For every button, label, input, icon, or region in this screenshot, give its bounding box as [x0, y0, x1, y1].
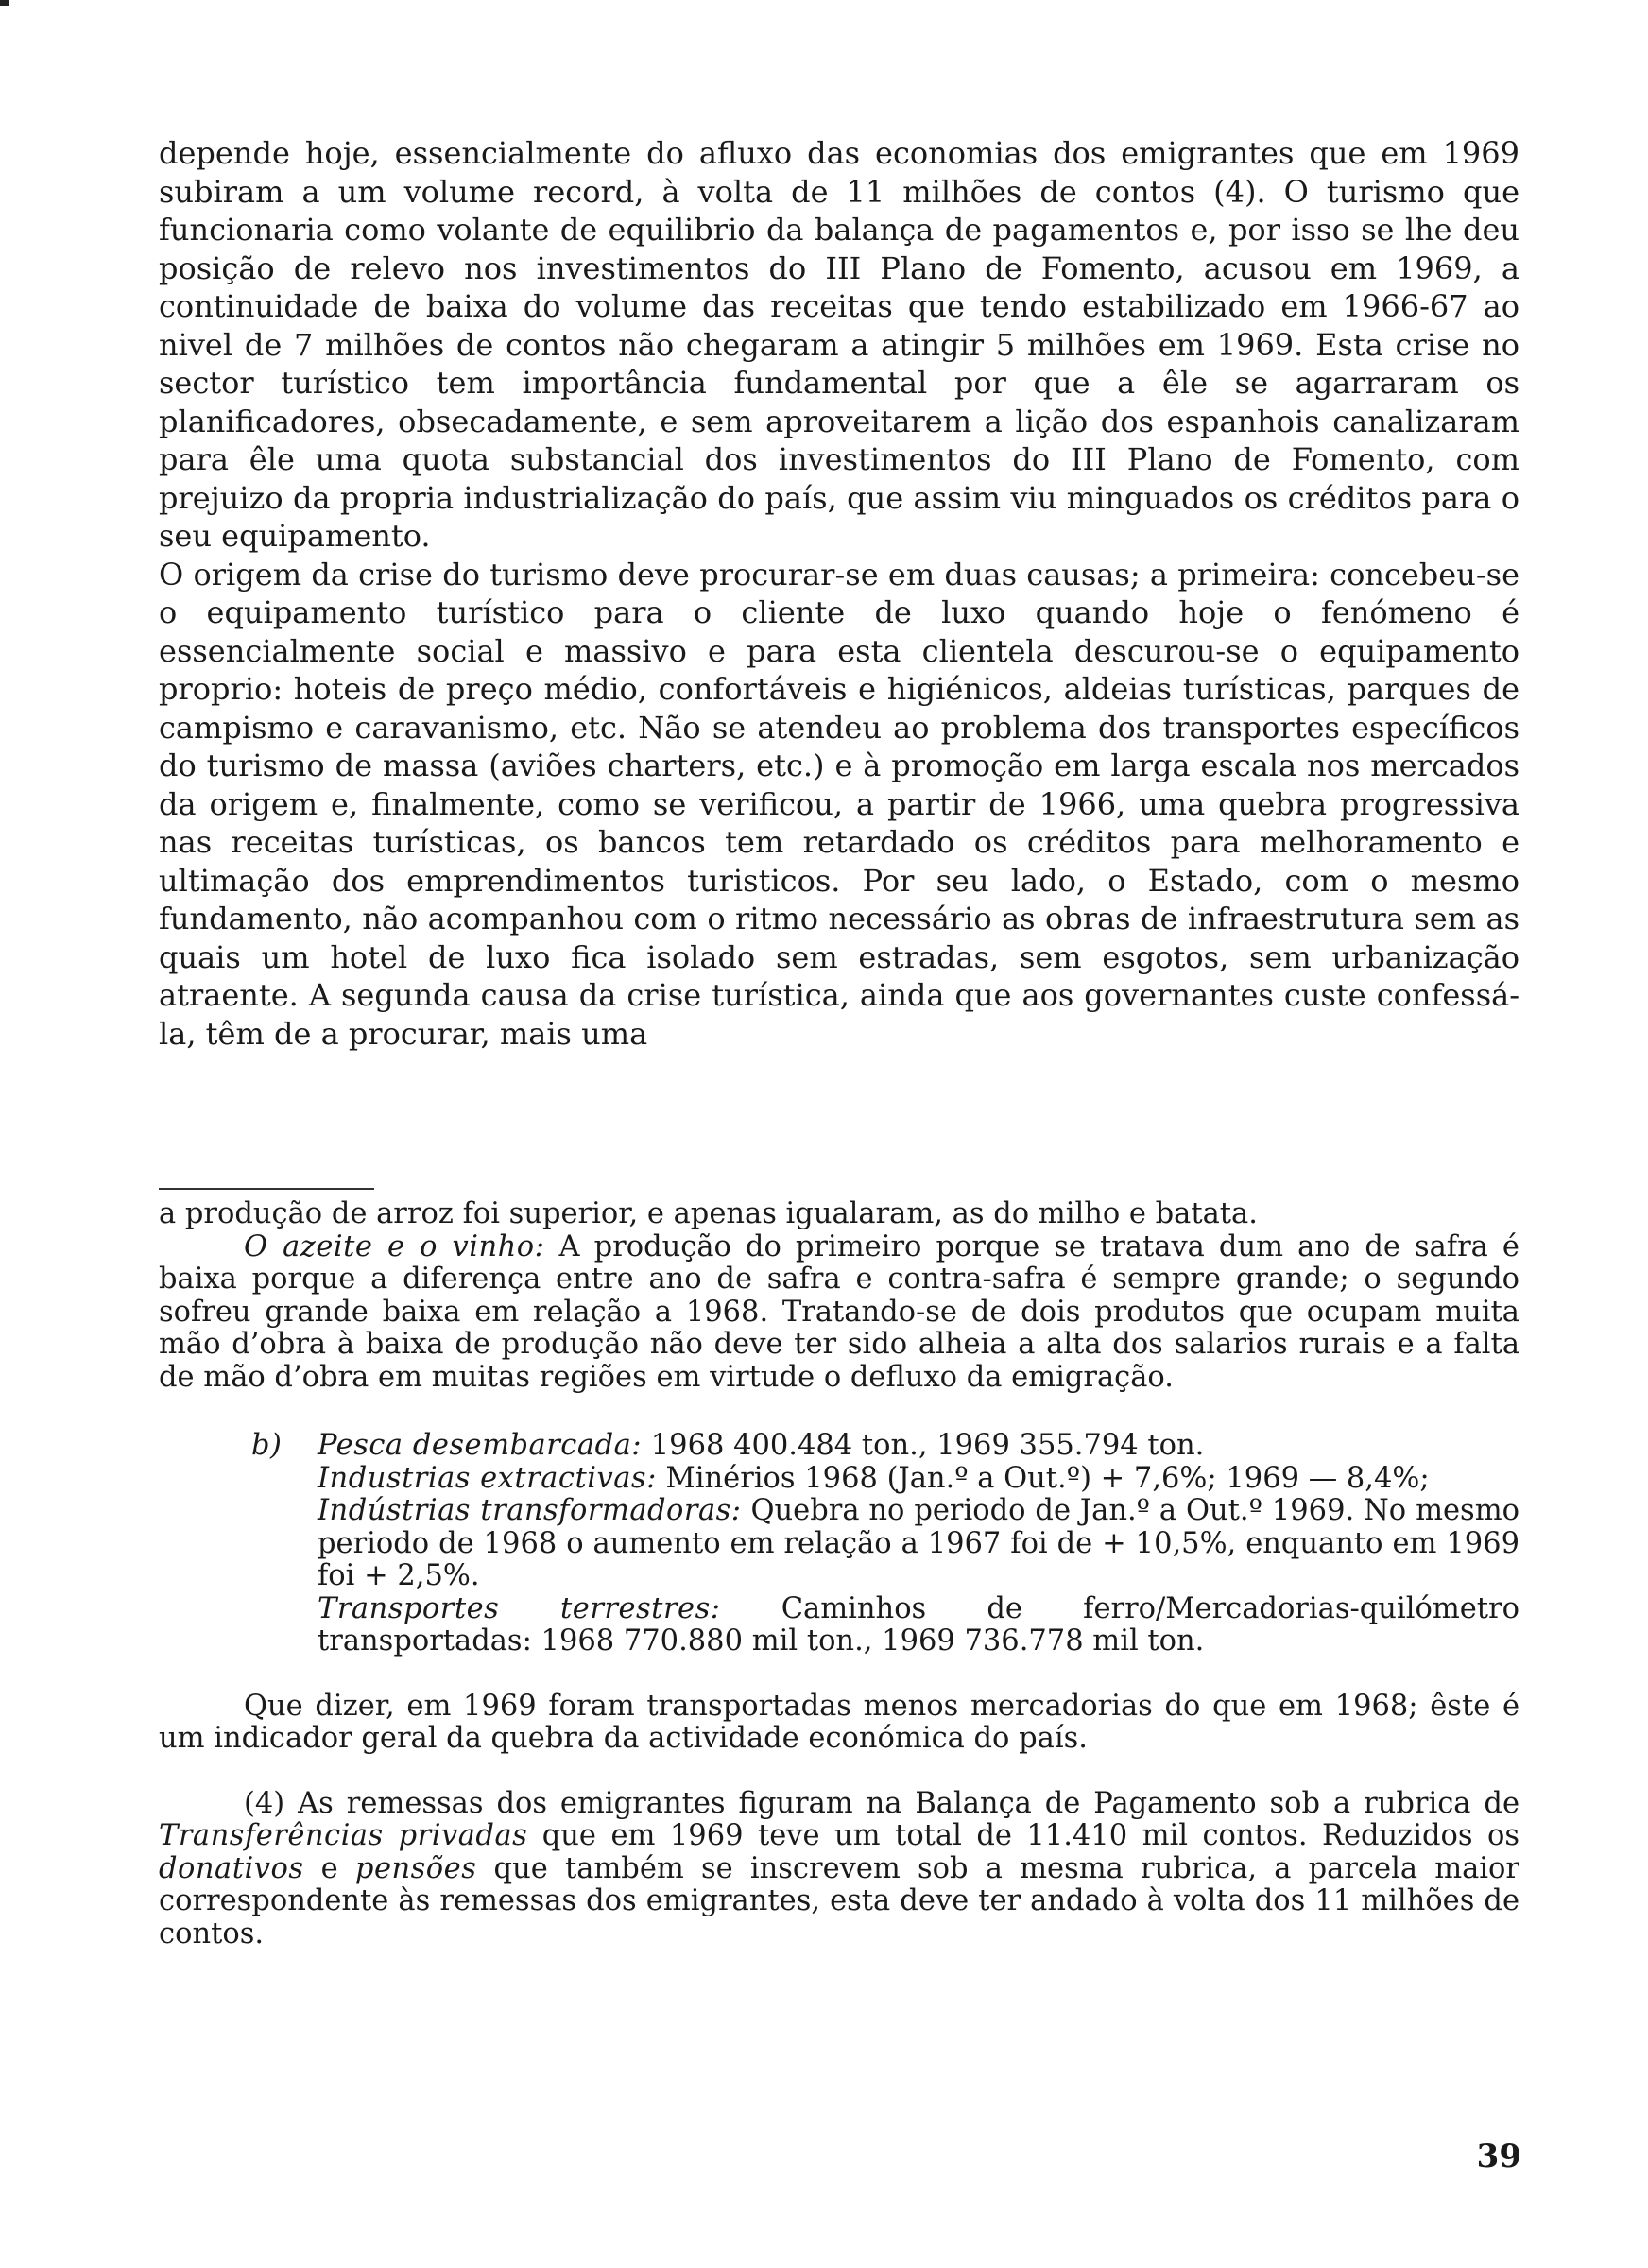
stats-transportes	[318, 1593, 1519, 1658]
footnote-4	[159, 1788, 1519, 1951]
body-paragraph: depende hoje, essencialmente do afluxo das economias dos emigrantes que em 1969 subiram a um volume record, à volta de 11 milhões de contos (4). O turismo que funcionaria como volante de equilibrio da balança de pagamentos e, por isso se lhe deu posição de relevo nos investimentos do III Plano de Fomento, acusou em 1969, a continuidade de baixa do volume das receitas que tendo estabilizado em 1966-67 ao nivel de 7 milhões de contos não chegaram a atingir 5 milhões em 1969. Esta crise no sector turístico tem importância fundamental por que a êle se agarraram os planificadores, obsecadamente, e sem aproveitarem a lição dos espanhois canalizaram para êle uma quota substancial dos investimentos do III Plano de Fomento, com prejuizo da propria industrialização do país, que assim viu minguados os créditos para o seu equipamento.	[159, 135, 1519, 554]
footnote-continuation: a produção de arroz foi superior, e apenas igualaram, as do milho e batata.	[159, 1197, 1258, 1230]
body-paragraph: O origem da crise do turismo deve procurar-se em duas causas; a primeira: concebeu-se o equipamento turístico para o cliente de luxo quando hoje o fenómeno é essencialmente social e massivo e para esta clientela descurou-se o equipamento proprio: hoteis de preço médio, confortáveis e higiénicos, aldeias turísticas, parques de campismo e caravanismo, etc. Não se atendeu ao problema dos transportes específicos do turismo de massa (aviões charters, etc.) e à promoção em larga escala nos mercados da origem e, finalmente, como se verificou, a partir de 1966, uma quebra progressiva nas receitas turísticas, os bancos tem retardado os créditos para melhoramento e ultimação dos emprendimentos turisticos. Por seu lado, o Estado, com o mesmo fundamento, não acompanhou com o ritmo necessário as obras de infraestrutura sem as quais um hotel de luxo fica isolado sem estradas, sem esgotos, sem urbanização atraente. A segunda causa da crise turística, ainda que aos governantes custe confessá-la, têm de a procurar, mais uma	[159, 556, 1519, 1052]
footnote-emphasis: pensões	[354, 1851, 477, 1885]
stats-label: Transportes terrestres:	[318, 1591, 721, 1625]
footnote-emphasis: donativos	[159, 1851, 304, 1885]
footnotes	[159, 1198, 1519, 1950]
stats-extractivas	[318, 1463, 1519, 1496]
footnote-text: que em 1969 teve um total de 11.410 mil contos. Reduzidos os	[527, 1819, 1520, 1852]
stats-pesca	[318, 1430, 1519, 1463]
footnote-que-dizer: Que dizer, em 1969 foram transportadas menos mercadorias do que em 1968; êste é um indicador geral da quebra da actividade económica do país.	[159, 1689, 1519, 1755]
footnote-azeite-vinho	[159, 1231, 1519, 1395]
list-marker: b)	[251, 1429, 283, 1462]
stats-label: Indústrias transformadoras:	[318, 1494, 742, 1527]
stats-text: Minérios 1968 (Jan.º a Out.º) + 7,6%; 1969 — 8,4%;	[656, 1461, 1430, 1495]
scan-corner-mark	[0, 0, 9, 6]
stats-text: Caminhos de ferro/Mercadorias-quilómetro transportadas: 1968 770.880 mil ton., 1969 736.778 mil ton.	[318, 1591, 1519, 1658]
footnote-text: (4) As remessas dos emigrantes figuram na Balança de Pagamento sob a rubrica de	[244, 1786, 1519, 1820]
stats-text: Quebra no periodo de Jan.º a Out.º 1969. No mesmo periodo de 1968 o aumento em relação a 1967 foi de + 10,5%, enquanto em 1969 foi + 2,5%.	[318, 1494, 1519, 1592]
footnote-text: que também se inscrevem sob a mesma rubrica, a parcela maior correspondente às remessas dos emigrantes, esta deve ter andado à volta dos 11 milhões de contos.	[159, 1851, 1519, 1950]
footnote-emphasis: Transferências privadas	[159, 1819, 528, 1852]
footnote-text: e	[303, 1851, 355, 1885]
footnote-separator	[159, 1188, 374, 1190]
body-text	[159, 134, 1519, 1053]
stats-label: Pesca desembarcada:	[318, 1429, 643, 1462]
page-number: 39	[1476, 2138, 1521, 2175]
footnote-label: O azeite e o vinho:	[244, 1229, 545, 1263]
footnote-stats-block	[159, 1430, 1519, 1658]
stats-transformadoras	[318, 1495, 1519, 1593]
footnote-text: A produção do primeiro porque se tratava dum ano de safra é baixa porque a diferença entre ano de safra e contra-safra é sempre grande; o segundo sofreu grande baixa em relação a 1968. Tratando-se de dois produtos que ocupam muita mão d’obra à baixa de produção não deve ter sido alheia a alta dos salarios rurais e a falta de mão d’obra em muitas regiões em virtude o defluxo da emigração.	[159, 1229, 1519, 1394]
stats-label: Industrias extractivas:	[318, 1461, 657, 1495]
stats-text: 1968 400.484 ton., 1969 355.794 ton.	[642, 1429, 1205, 1462]
